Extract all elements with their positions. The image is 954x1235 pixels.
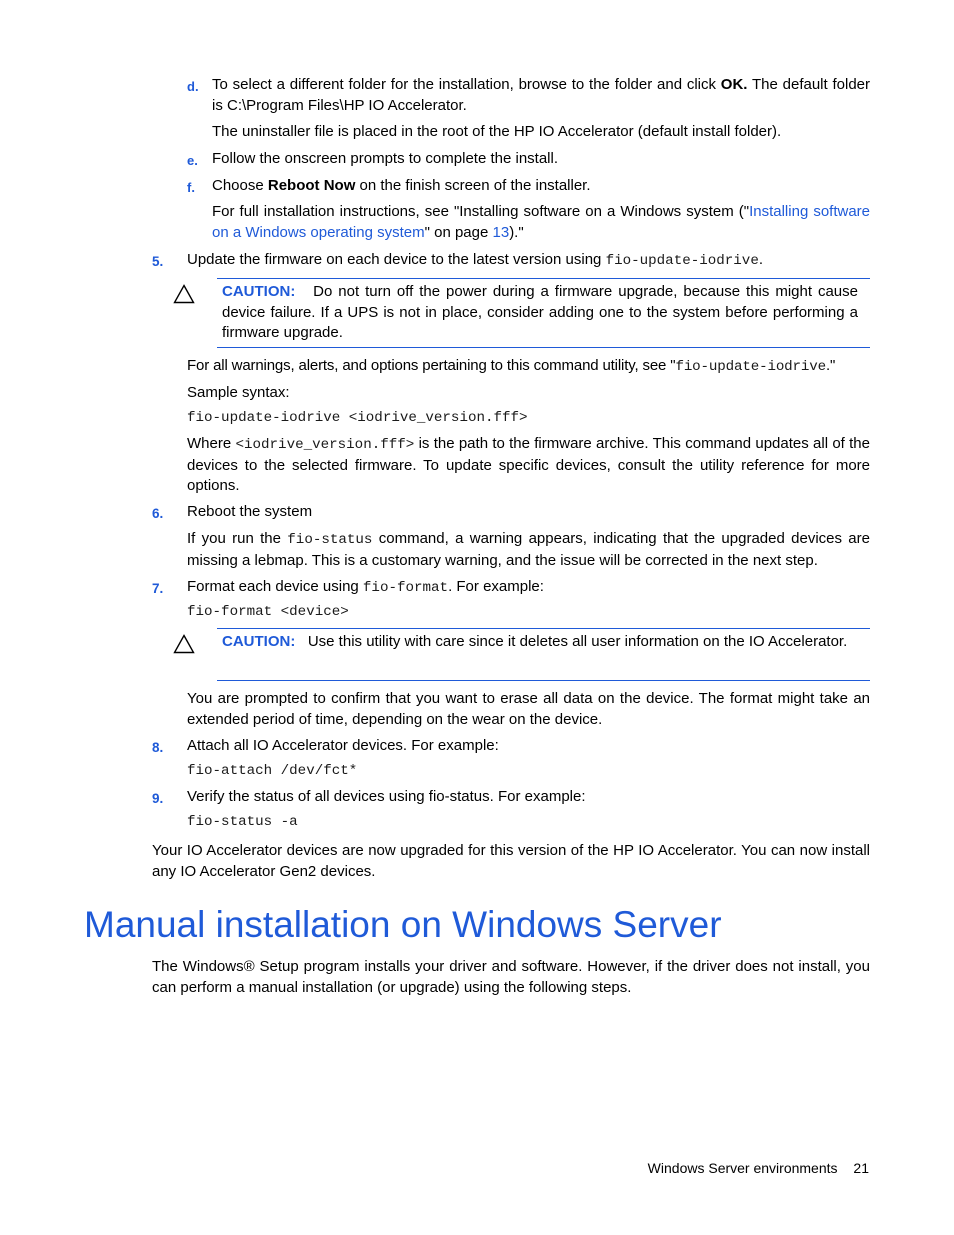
step-d-text-post: The default folder is C:\Program Files\HP IO Accelerator. [212, 76, 870, 114]
page-footer [648, 1158, 869, 1179]
step-7-number: 7. [152, 581, 164, 596]
caution-triangle-icon [173, 634, 195, 654]
step-8-number: 8. [152, 740, 164, 755]
step-6-note-code: fio-status [287, 532, 373, 548]
step-8-text: Attach all IO Accelerator devices. For example: [187, 737, 499, 754]
step-f-note [212, 202, 870, 243]
step-e-text: Follow the onscreen prompts to complete the install. [212, 150, 559, 167]
step-e-label: e. [187, 153, 198, 168]
step-6-note-post: command, a warning appears, indicating that the upgraded devices are missing a lebmap. This is a customary warning, and the issue will be corrected in the next step. [187, 530, 870, 569]
step-f-note-pre: For full installation instructions, see "Installing software on a Windows system (" [212, 203, 750, 220]
step-8-example: fio-attach /dev/fct* [187, 763, 358, 779]
caution-2-top-rule [217, 628, 870, 629]
installing-software-link[interactable]: Installing software on a Windows operating system [212, 203, 871, 241]
step-f-reboot-now: Reboot Now [267, 177, 356, 194]
step-6-note [187, 529, 870, 571]
caution-1-label: CAUTION: [222, 283, 296, 300]
step-7-text-post: . For example: [448, 578, 544, 595]
step-f-text-pre: Choose [212, 177, 268, 194]
step-5-warnings-post: ." [826, 357, 836, 374]
step-d-text [212, 75, 870, 116]
caution-2-bottom-rule [217, 680, 870, 681]
step-f-label: f. [187, 180, 195, 195]
step-d-note: The uninstaller file is placed in the root of the HP IO Accelerator (default install folder). [212, 123, 782, 140]
step-f-text-post: on the finish screen of the installer. [355, 177, 591, 194]
summary-paragraph: Your IO Accelerator devices are now upgraded for this version of the HP IO Accelerator. You can now install any IO Accelerator Gen2 devices. [152, 842, 870, 880]
caution-triangle-icon [173, 284, 195, 304]
step-5-warnings-code: fio-update-iodrive [675, 359, 827, 375]
step-5-text-post: . [758, 251, 763, 268]
footer-chapter: Windows Server environments [647, 1160, 838, 1176]
caution-2 [222, 632, 870, 653]
step-f-text [212, 176, 870, 197]
step-5-where-code: <iodrive_version.fff> [235, 437, 415, 453]
caution-2-text: Use this utility with care since it deletes all user information on the IO Accelerator. [307, 633, 848, 650]
step-5-syntax: fio-update-iodrive <iodrive_version.fff> [187, 410, 528, 426]
step-5-number: 5. [152, 254, 164, 269]
step-5-where-pre: Where [187, 435, 236, 452]
step-6-note-pre: If you run the [187, 530, 288, 547]
step-5-warnings [187, 356, 877, 378]
step-9-number: 9. [152, 791, 164, 806]
step-7-example: fio-format <device> [187, 604, 349, 620]
step-9-example: fio-status -a [187, 814, 298, 830]
caution-1-top-rule [217, 278, 870, 279]
step-5-sample-label: Sample syntax: [187, 384, 290, 401]
caution-1-text: Do not turn off the power during a firmware upgrade, because this might cause device failure. If a UPS is not in place, consider adding one to the system before performing a firmware upgrade. [222, 283, 858, 341]
step-5-text [187, 250, 870, 272]
footer-page-number: 21 [853, 1160, 869, 1176]
step-7-code: fio-format [362, 580, 449, 596]
step-5-code: fio-update-iodrive [605, 253, 759, 269]
page-13-link[interactable]: 13 [492, 223, 510, 241]
step-5-where-post: is the path to the firmware archive. This command updates all of the devices to the selected firmware. To update specific devices, consult the utility reference for more options. [187, 435, 870, 494]
step-6-text: Reboot the system [187, 503, 313, 520]
caution-1-bottom-rule [217, 347, 870, 348]
step-7-note: You are prompted to confirm that you want to erase all data on the device. The format might take an extended period of time, depending on the wear on the device. [187, 690, 870, 728]
step-5-where [187, 434, 870, 497]
step-5-text-pre: Update the firmware on each device to the latest version using [187, 251, 606, 268]
step-d-text-pre: To select a different folder for the installation, browse to the folder and click [212, 76, 721, 93]
caution-1 [222, 282, 858, 344]
section-intro: The Windows® Setup program installs your driver and software. However, if the driver does not install, you can perform a manual installation (or upgrade) using the following steps. [152, 958, 870, 996]
caution-2-label: CAUTION: [222, 633, 296, 650]
step-7-text [187, 577, 870, 599]
step-d-ok: OK. [720, 76, 748, 93]
step-9-text: Verify the status of all devices using fio-status. For example: [187, 788, 586, 805]
step-f-note-mid: " on page [424, 223, 493, 241]
section-title: Manual installation on Windows Server [84, 904, 722, 945]
step-d-label: d. [187, 79, 199, 94]
step-5-warnings-pre: For all warnings, alerts, and options pertaining to this command utility, see " [187, 357, 676, 374]
step-f-note-post: )." [509, 223, 524, 241]
step-7-text-pre: Format each device using [187, 578, 363, 595]
step-6-number: 6. [152, 506, 164, 521]
